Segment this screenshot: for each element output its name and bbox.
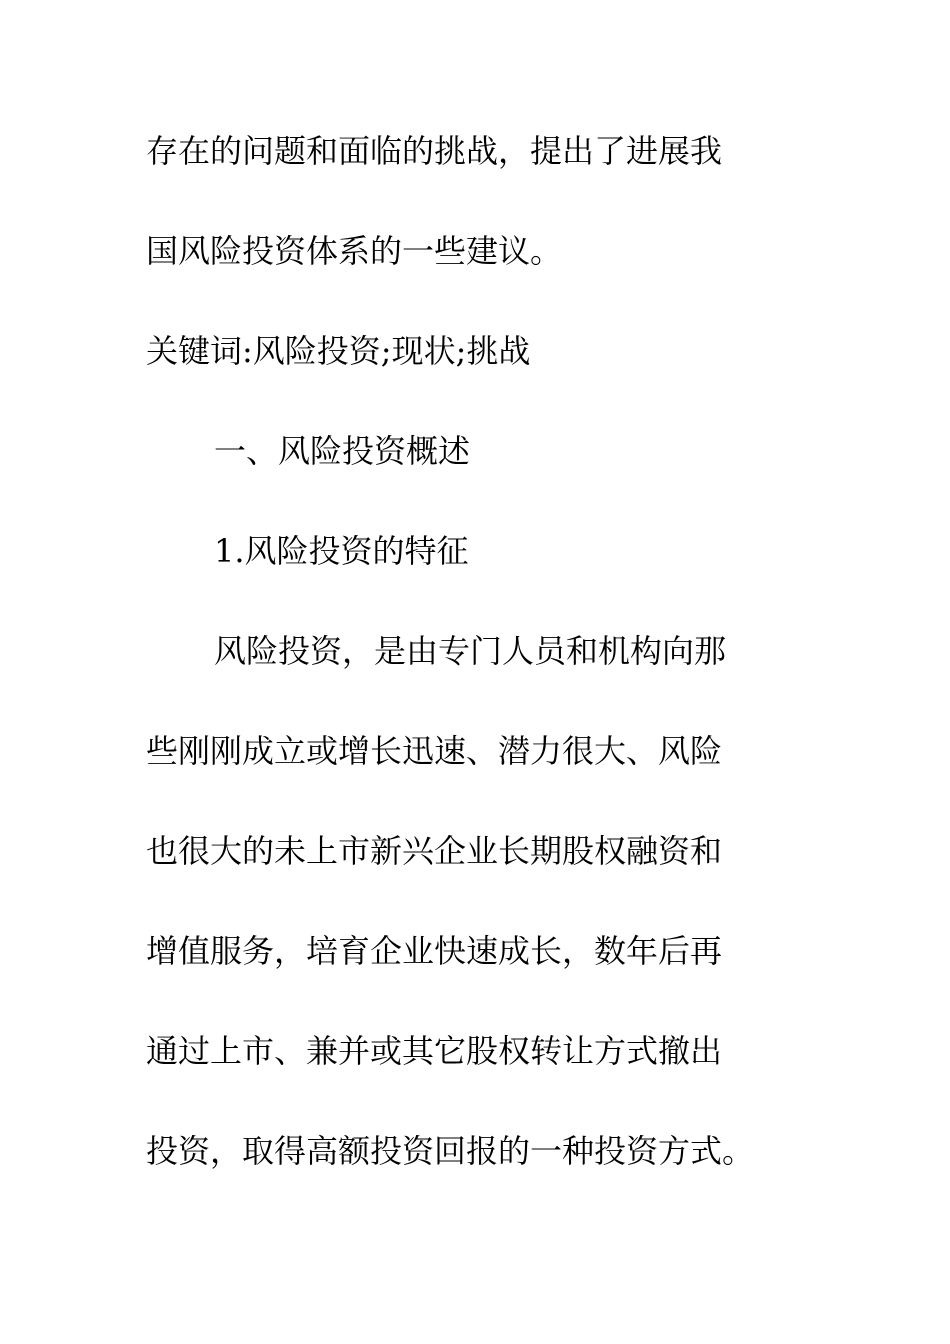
section-heading: 一、风险投资概述 [214, 432, 471, 470]
body-text-line: 国风险投资体系的一些建议。 [146, 232, 563, 270]
body-text-line: 投资，取得高额投资回报的一种投资方式。 [146, 1132, 755, 1170]
body-text-line: 通过上市、兼并或其它股权转让方式撤出 [146, 1032, 723, 1070]
subsection-heading: 1.风险投资的特征 [214, 532, 469, 570]
body-text-line: 也很大的未上市新兴企业长期股权融资和 [146, 832, 723, 870]
body-text-line: 增值服务，培育企业快速成长，数年后再 [146, 932, 723, 970]
paragraph-first-line: 风险投资，是由专门人员和机构向那 [214, 632, 727, 670]
body-text-line: 些刚刚成立或增长迅速、潜力很大、风险 [146, 732, 723, 770]
body-text-line: 存在的问题和面临的挑战，提出了进展我 [146, 132, 723, 170]
keywords-line: 关键词:风险投资;现状;挑战 [146, 332, 531, 370]
